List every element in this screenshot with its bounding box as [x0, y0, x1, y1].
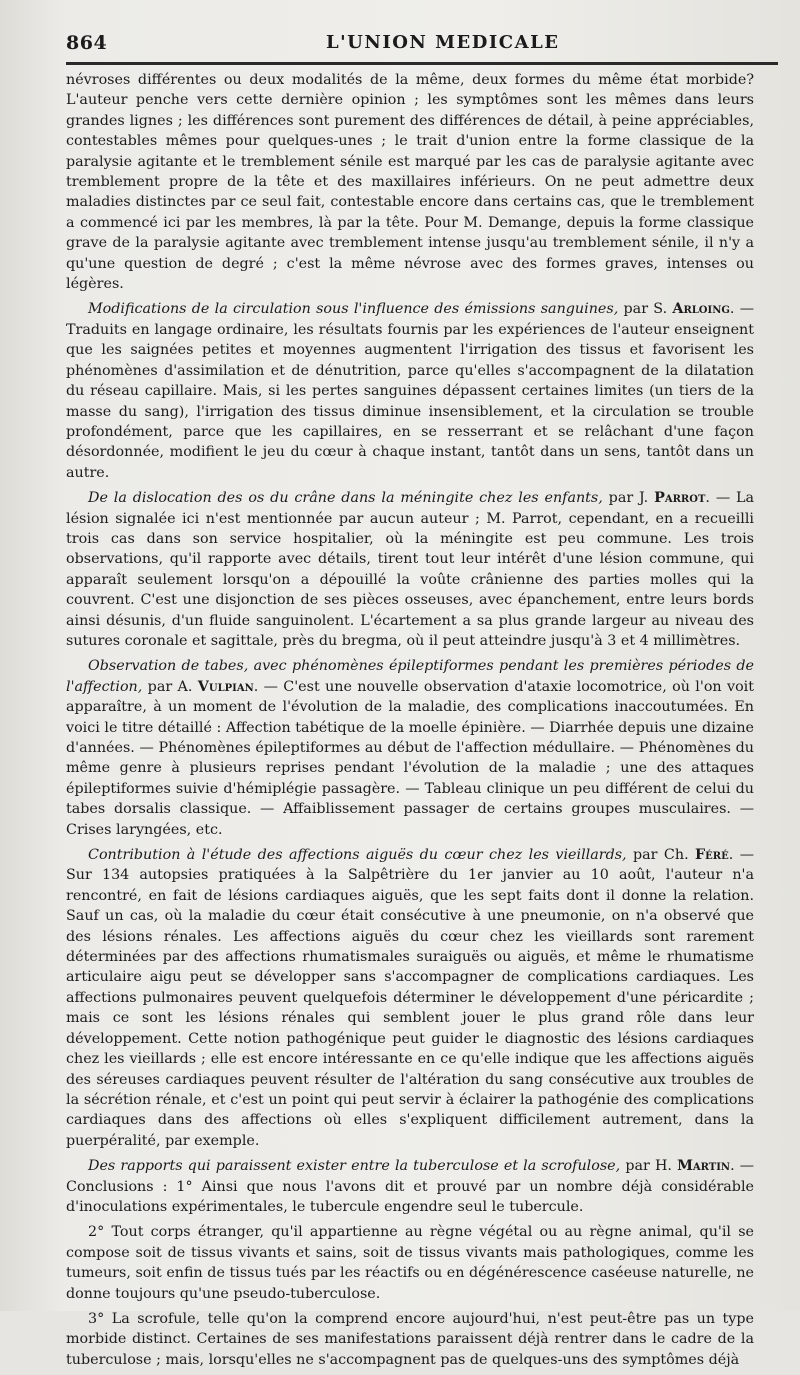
- running-title: L'UNION MEDICALE: [326, 32, 560, 53]
- review-text: . — La lésion signalée ici n'est mentionnée par aucun auteur ; M. Parrot, cependant, en a recueilli trois cas dans son service hospitalier, où la méningite est peu commune. Les trois observations, qu'il rapporte avec détails, tirent tout leur intérêt d'une lésion commune, qui apparaît seulement lorsqu'on a dépouillé la voûte crânienne des parties molles qui la couvrent. C'est une disjonction de ses pièces osseuses, avec épanchement, entre leurs bords ainsi désunis, d'un fluide sanguinolent. L'écartement a sa plus grande largeur au niveau des sutures coronale et sagittale, près du bregma, où il peut atteindre jusqu'à 3 et 4 millimètres.: [66, 490, 755, 649]
- review-parrot: [66, 488, 754, 651]
- review-author: Martin: [677, 1158, 731, 1175]
- review-arloing: [66, 299, 754, 483]
- header-rule: [66, 62, 778, 65]
- paragraph-text: névroses différentes ou deux modalités de la même, deux formes du même état morbide? L'auteur penche vers cette dernière opinion ; les symptômes sont les mêmes dans leurs grandes lignes ; les différences sont purement des différences de détail, à peine appréciables, contestables mêmes pour quelques-unes ; le trait d'union entre la forme classique de la paralysie agitante et le tremblement sénile est marqué par les cas de paralysie agitante avec tremblement propre de la tête et des maxillaires inférieurs. On ne peut admettre deux maladies distinctes par ce seul fait, contestable encore dans certains cas, que le tremblement a commencé ici par les membres, là par la tête. Pour M. Demange, depuis la forme classique grave de la paralysie agitante avec tremblement intense jusqu'au tremblement sénile, il n'y a qu'une question de degré ; c'est la même névrose avec des formes graves, intenses ou légères.: [66, 72, 754, 293]
- review-vulpian: [66, 656, 754, 840]
- review-title: Des rapports qui paraissent exister entre la tuberculose et la scrofulose,: [88, 1158, 621, 1175]
- conclusion-3: [66, 1309, 754, 1370]
- review-by: par J.: [602, 490, 655, 507]
- page-header: [66, 28, 752, 62]
- review-text: . — Conclusions : 1° Ainsi que nous l'avons dit et prouvé par un nombre déjà considérable d'inoculations expérimentales, le tubercule engendre seul le tubercule.: [66, 1158, 755, 1215]
- paragraph-text: 3° La scrofule, telle qu'on la comprend encore aujourd'hui, n'est peut-être pas un type morbide distinct. Certaines de ses manifestations paraissent déjà rentrer dans le cadre de la tuberculose ; mais, lorsqu'elles ne s'accompagnent pas de quelques-uns des symptômes déjà: [66, 1310, 754, 1368]
- review-fere: [66, 845, 754, 1151]
- review-title: De la dislocation des os du crâne dans la méningite chez les enfants,: [88, 490, 603, 507]
- review-text: . — Traduits en langage ordinaire, les résultats fournis par les expériences de l'auteur enseignent que les saignées petites et moyennes augmentent l'irrigation des tissus et favorisent les phénomènes d'assimilation et de dénutrition, parce qu'elles s'accompagnent de la dilatation du réseau capillaire. Mais, si les pertes sanguines dépassent certaines limites (un tiers de la masse du sang), l'irrigation des tissus diminue insensiblement, et la circulation se trouble profondément, parce que les capillaires, en se resserrant et se relâchant d'une façon désordonnée, modifient le jeu du cœur à chaque instant, tantôt dans un sens, tantôt dans un autre.: [66, 301, 754, 481]
- review-author: Féré: [695, 847, 729, 864]
- page-number: 864: [66, 32, 108, 54]
- review-by: par A.: [142, 678, 198, 695]
- conclusion-2: [66, 1222, 754, 1304]
- review-text: . — C'est une nouvelle observation d'ataxie locomotrice, où l'on voit apparaître, à un moment de l'évolution de la maladie, des complications inaccoutumées. En voici le titre détaillé : Affection tabétique de la moelle épinière. — Diarrhée depuis une dizaine d'années. — Phénomènes épileptiformes au début de l'affection médullaire. — Phénomènes du même genre à plusieurs reprises pendant l'évolution de la maladie ; une des attaques épileptiformes suivie d'hémiplégie passagère. — Tableau clinique un peu différent de celui du tabes dorsalis classique. — Affaiblissement passager de certains groupes musculaires. — Crises laryngées, etc.: [66, 678, 754, 838]
- review-by: par Ch.: [626, 847, 696, 864]
- review-author: Parrot: [654, 490, 706, 507]
- paragraph-text: 2° Tout corps étranger, qu'il appartienne au règne végétal ou au règne animal, qu'il se compose soit de tissus vivants et sains, soit de tissus vivants mais pathologiques, comme les tumeurs, soit enfin de tissus tués par les réactifs ou en dégénérescence caséeuse naturelle, ne donne toujours qu'une pseudo-tuberculose.: [66, 1224, 754, 1302]
- review-title: Observation de tabes, avec phénomènes épileptiformes pendant les premières périodes de l'affection,: [66, 658, 754, 695]
- review-author: Vulpian: [197, 678, 254, 695]
- article-body: [66, 70, 754, 1375]
- review-title: Contribution à l'étude des affections aiguës du cœur chez les vieillards,: [88, 847, 627, 864]
- review-text: . — Sur 134 autopsies pratiquées à la Salpêtrière du 1er janvier au 10 août, l'auteur n'a rencontré, en fait de lésions cardiaques aiguës, que les sept faits dont il donne la relation. Sauf un cas, où la maladie du cœur était consécutive à une pneumonie, on n'a observé que des lésions rénales. Les affections aiguës du cœur chez les vieillards sont rarement déterminées par des affections rhumatismales suraiguës ou aiguës, et même le rhumatisme articulaire aigu peut se développer sans s'accompagner de complications cardiaques. Les affections pulmonaires peuvent quelquefois déterminer le développement d'une péricardite ; mais ce sont les lésions rénales qui semblent jouer le plus grand rôle dans leur développement. Cette notion pathogénique peut guider le diagnostic des lésions cardiaques chez les vieillards ; elle est encore intéressante en ce qu'elle indique que les affections aiguës des séreuses cardiaques peuvent résulter de l'altération du sang consécutive aux troubles de la sécrétion rénale, et c'est un point qui peut servir à éclairer la pathogénie des complications cardiaques dans des affections où elles s'expliquent difficilement autrement, dans la puerpéralité, par exemple.: [66, 847, 754, 1149]
- paragraph-intro: [66, 70, 754, 294]
- review-by: par S.: [618, 301, 673, 318]
- review-author: Arloing: [672, 301, 730, 318]
- review-title: Modifications de la circulation sous l'influence des émissions sanguines,: [88, 301, 619, 318]
- review-by: par H.: [620, 1158, 678, 1175]
- review-martin: [66, 1156, 754, 1217]
